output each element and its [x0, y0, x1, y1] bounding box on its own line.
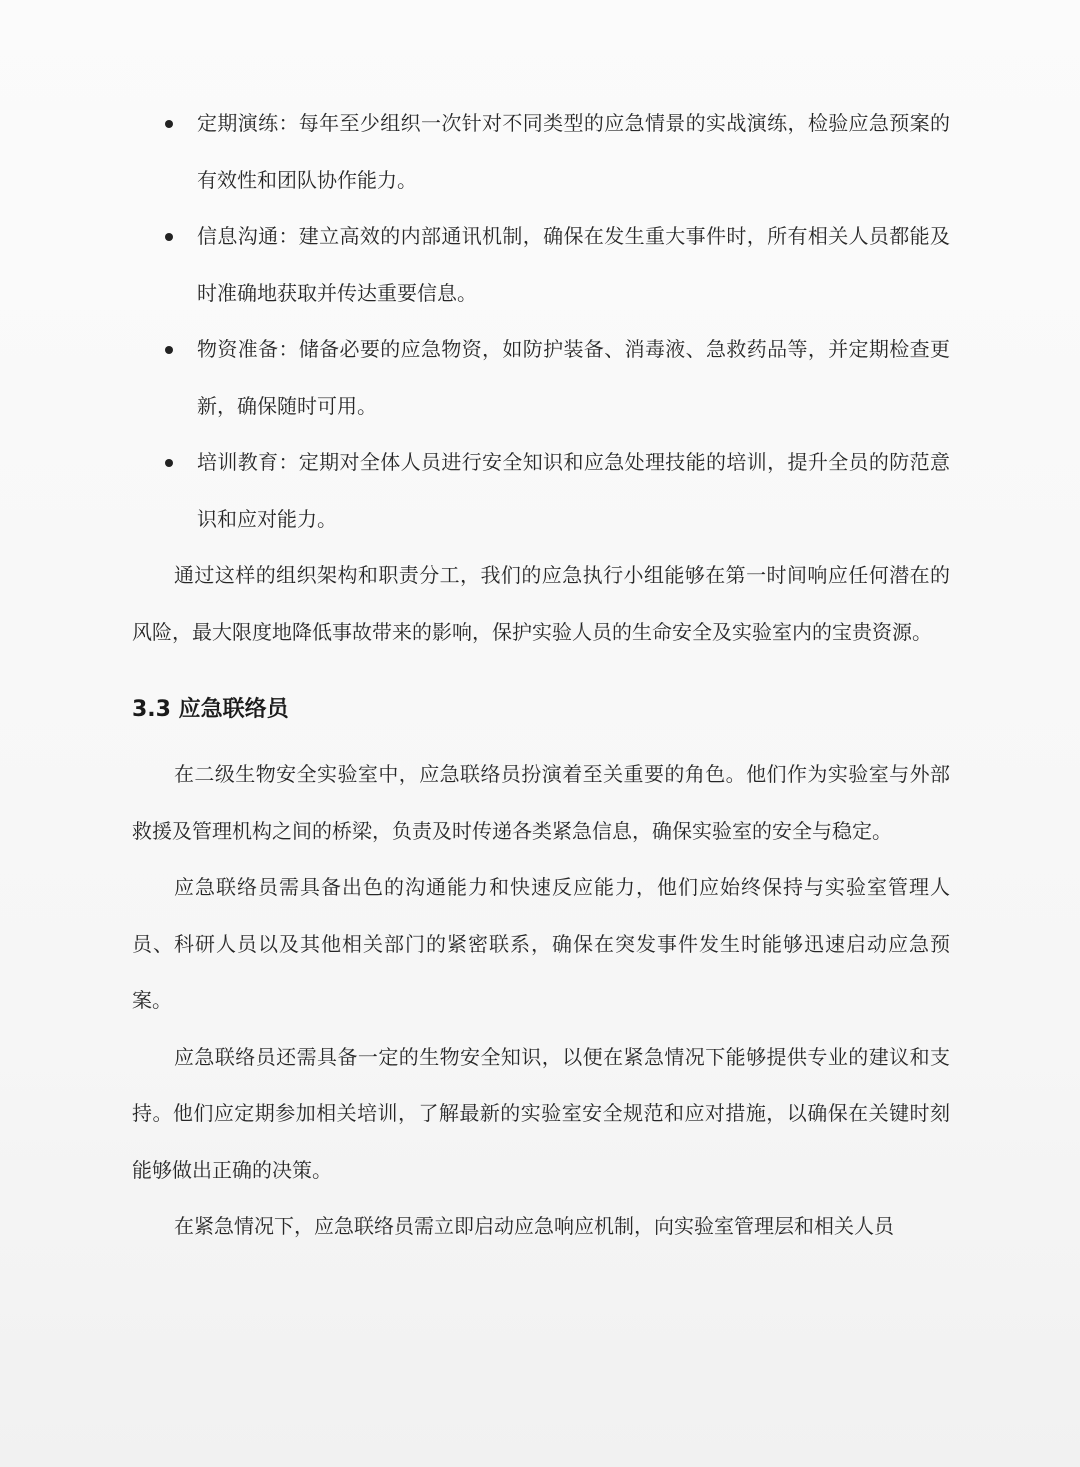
bullet-list — [132, 95, 950, 547]
list-item-text: 培训教育：定期对全体人员进行安全知识和应急处理技能的培训，提升全员的防范意识和应对能力。 — [197, 450, 950, 531]
body-paragraph: 在紧急情况下，应急联络员需立即启动应急响应机制，向实验室管理层和相关人员 — [174, 1214, 894, 1238]
bullet-icon — [165, 120, 173, 128]
list-item — [132, 95, 950, 208]
bullet-icon — [165, 233, 173, 241]
summary-paragraph: 通过这样的组织架构和职责分工，我们的应急执行小组能够在第一时间响应任何潜在的风险，最大限度地降低事故带来的影响，保护实验人员的生命安全及实验室内的宝贵资源。 — [132, 563, 950, 644]
list-item — [132, 208, 950, 321]
list-item-text: 定期演练：每年至少组织一次针对不同类型的应急情景的实战演练，检验应急预案的有效性和团队协作能力。 — [197, 111, 950, 192]
list-item-text: 物资准备：储备必要的应急物资，如防护装备、消毒液、急救药品等，并定期检查更新，确保随时可用。 — [197, 337, 950, 418]
list-item — [132, 321, 950, 434]
section-heading: 3.3 应急联络员 — [132, 697, 289, 722]
list-item — [132, 434, 950, 547]
bullet-icon — [165, 346, 173, 354]
list-item-text: 信息沟通：建立高效的内部通讯机制，确保在发生重大事件时，所有相关人员都能及时准确地获取并传达重要信息。 — [197, 224, 950, 305]
body-paragraph: 在二级生物安全实验室中，应急联络员扮演着至关重要的角色。他们作为实验室与外部救援及管理机构之间的桥梁，负责及时传递各类紧急信息，确保实验室的安全与稳定。 — [132, 762, 950, 843]
body-paragraph: 应急联络员还需具备一定的生物安全知识，以便在紧急情况下能够提供专业的建议和支持。他们应定期参加相关培训，了解最新的实验室安全规范和应对措施，以确保在关键时刻能够做出正确的决策。 — [132, 1044, 950, 1182]
body-paragraph: 应急联络员需具备出色的沟通能力和快速反应能力，他们应始终保持与实验室管理人员、科研人员以及其他相关部门的紧密联系，确保在突发事件发生时能够迅速启动应急预案。 — [132, 875, 950, 1012]
bullet-icon — [165, 459, 173, 467]
